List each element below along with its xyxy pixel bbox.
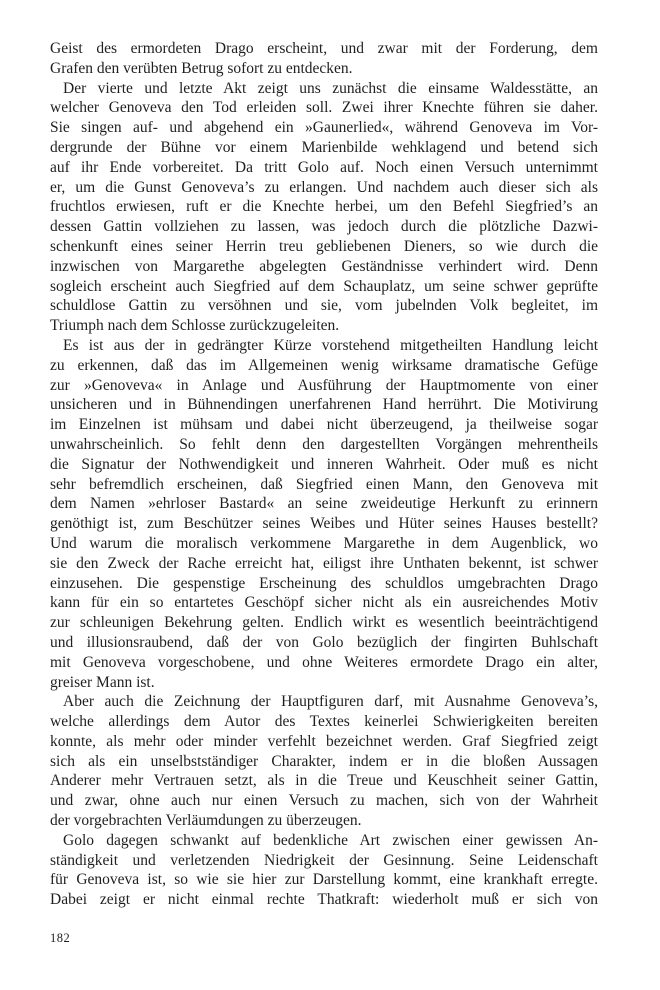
page-number: 182 bbox=[50, 931, 71, 945]
text-line: für Genoveva ist, so wie sie hier zur Darstellung kommt, eine krankhaft erregte. bbox=[50, 871, 598, 889]
text-line: fruchtlos erwiesen, ruft er die Knechte herbei, um den Befehl Siegfried’s an bbox=[50, 198, 598, 216]
text-line: schenkunft eines seiner Herrin treu gebliebenen Dieners, so wie durch die bbox=[50, 237, 598, 255]
text-line: und illusionsraubend, daß der von Golo bezüglich der fingirten Buhlschaft bbox=[50, 633, 598, 651]
text-line: greiser Mann ist. bbox=[50, 673, 155, 691]
text-line: Und warum die moralisch verkommene Margarethe in dem Augenblick, wo bbox=[50, 534, 598, 552]
text-line: zur schleunigen Bekehrung gelten. Endlich wirkt es wesentlich beeinträchtigend bbox=[50, 614, 598, 632]
text-line: Der vierte und letzte Akt zeigt uns zunächst die einsame Waldesstätte, an bbox=[63, 79, 598, 97]
text-line: Anderer mehr Vertrauen setzt, als in die Treue und Keuschheit seiner Gattin, bbox=[50, 772, 598, 790]
text-line: schuldlose Gattin zu versöhnen und sie, vom jubelnden Volk begleitet, im bbox=[50, 297, 598, 315]
text-line: mit Genoveva vorgeschobene, und ohne Weiteres ermordete Drago ein alter, bbox=[50, 653, 598, 671]
text-line: sehr befremdlich erscheinen, daß Siegfried einen Mann, den Genoveva mit bbox=[50, 475, 598, 493]
text-line: unwahrscheinlich. So fehlt denn den dargestellten Vorgängen mehrentheils bbox=[50, 435, 598, 453]
text-line: Sie singen auf- und abgehend ein »Gaunerlied«, während Genoveva im Vor- bbox=[50, 119, 598, 137]
text-line: inzwischen von Margarethe abgelegten Geständnisse verhindert wird. Denn bbox=[50, 257, 598, 275]
text-line: auf ihr Ende vorbereitet. Da tritt Golo auf. Noch einen Versuch unternimmt bbox=[50, 158, 598, 176]
paragraph bbox=[50, 336, 598, 692]
paragraph bbox=[50, 79, 598, 336]
paragraph bbox=[50, 831, 598, 910]
text-block bbox=[50, 39, 598, 910]
text-line: dessen Gattin vollziehen zu lassen, was jedoch durch die plötzliche Dazwi- bbox=[50, 218, 598, 236]
text-line: Dabei zeigt er nicht einmal rechte Thatkraft: wiederholt muß er sich von bbox=[50, 891, 598, 909]
text-line: Aber auch die Zeichnung der Hauptfiguren darf, mit Ausnahme Genoveva’s, bbox=[63, 693, 598, 711]
text-line: einzusehen. Die gespenstige Erscheinung des schuldlos umgebrachten Drago bbox=[50, 574, 598, 592]
text-line: und zwar, ohne auch nur einen Versuch zu machen, sich von der Wahrheit bbox=[50, 792, 598, 810]
text-line: welche allerdings dem Autor des Textes keinerlei Schwierigkeiten bereiten bbox=[50, 713, 598, 731]
text-line: ständigkeit und verletzenden Niedrigkeit der Gesinnung. Seine Leidenschaft bbox=[50, 851, 598, 869]
text-line: zu erkennen, daß das im Allgemeinen wenig wirksame dramatische Gefüge bbox=[50, 356, 598, 374]
text-line: welcher Genoveva den Tod erleiden soll. Zwei ihrer Knechte führen sie daher. bbox=[50, 99, 598, 117]
text-line: Geist des ermordeten Drago erscheint, und zwar mit der Forderung, dem bbox=[50, 40, 598, 57]
text-line: im Einzelnen ist mühsam und dabei nicht überzeugend, ja theilweise sogar bbox=[50, 416, 598, 434]
text-line: Grafen den verübten Betrug sofort zu entdecken. bbox=[50, 59, 353, 77]
text-line: die Signatur der Nothwendigkeit und inneren Wahrheit. Oder muß es nicht bbox=[50, 455, 598, 473]
text-line: Es ist aus der in gedrängter Kürze vorstehend mitgetheilten Handlung leicht bbox=[63, 336, 598, 354]
paragraph bbox=[50, 39, 598, 79]
text-line: dergrunde der Bühne vor einem Marienbilde wehklagend und betend sich bbox=[50, 138, 598, 156]
text-line: sie den Zweck der Rache erreicht hat, eiligst ihre Unthaten bekennt, ist schwer bbox=[50, 554, 598, 572]
text-line: dem Namen »ehrloser Bastard« an seine zweideutige Herkunft zu erinnern bbox=[50, 495, 598, 513]
text-line: genöthigt ist, zum Beschützer seines Weibes und Hüter seines Hauses bestellt? bbox=[50, 515, 598, 533]
text-line: er, um die Gunst Genoveva’s zu erlangen. Und nachdem auch dieser sich als bbox=[50, 178, 598, 196]
text-line: sogleich erscheint auch Siegfried auf dem Schauplatz, um seine schwer geprüfte bbox=[50, 277, 598, 295]
text-line: konnte, als mehr oder minder verfehlt bezeichnet werden. Graf Siegfried zeigt bbox=[50, 732, 598, 750]
text-line: Golo dagegen schwankt auf bedenkliche Art zwischen einer gewissen An- bbox=[63, 831, 598, 849]
text-line: Triumph nach dem Schlosse zurückzugeleiten. bbox=[50, 317, 340, 335]
text-line: unsicheren und in Bühnendingen unerfahrenen Hand herrührt. Die Motivirung bbox=[50, 396, 598, 414]
paragraph bbox=[50, 692, 598, 831]
text-line: kann für ein so entartetes Geschöpf sicher nicht als ein ausreichendes Motiv bbox=[50, 594, 598, 612]
text-line: der vorgebrachten Verläumdungen zu überzeugen. bbox=[50, 812, 362, 830]
text-line: sich als ein unselbstständiger Charakter, indem er in die bloßen Aussagen bbox=[50, 752, 598, 770]
text-line: zur »Genoveva« in Anlage und Ausführung der Hauptmomente von einer bbox=[50, 376, 598, 394]
